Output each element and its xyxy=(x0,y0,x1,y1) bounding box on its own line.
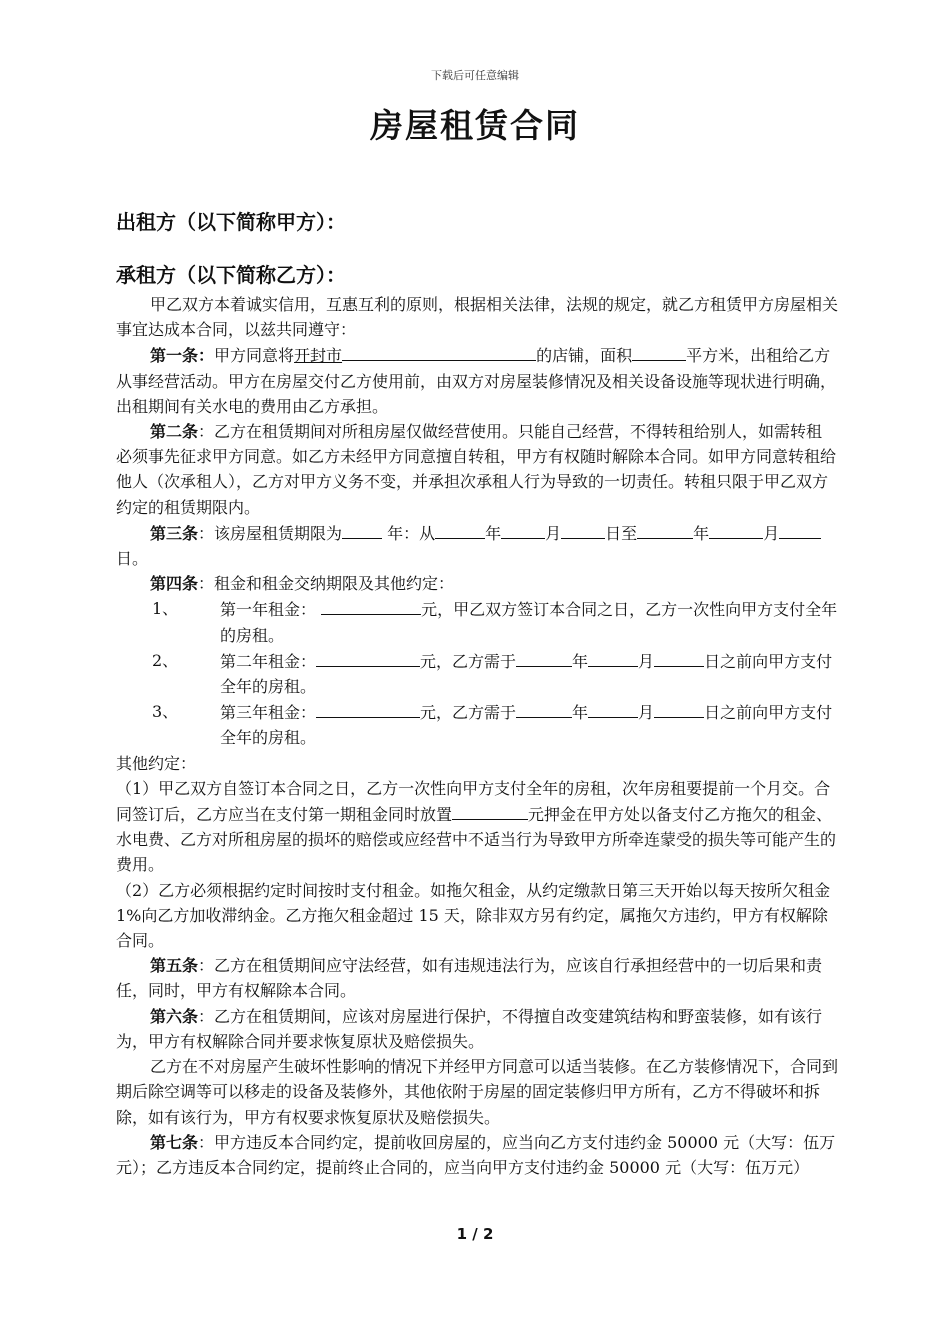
blank-start-year xyxy=(435,520,485,539)
contract-body xyxy=(116,292,838,1180)
article-3-label: 第三条 xyxy=(150,523,199,543)
article-6: 第六条：乙方在租赁期间，应该对房屋进行保护，不得擅自改变建筑结构和野蛮装修，如有该行为，甲方有权解除合同并要求恢复原状及赔偿损失。 xyxy=(116,1006,823,1051)
blank-rent-3-day xyxy=(654,699,704,718)
blank-rent-2-month xyxy=(588,648,638,667)
blank-rent-2-day xyxy=(654,648,704,667)
rent-item-3: 3、 第三年租金： 元，乙方需于 年 月 日之前向甲方支付全年的房租。 xyxy=(152,699,838,750)
article-6-continued: 乙方在不对房屋产生破坏性影响的情况下并经甲方同意可以适当装修。在乙方装修情况下，合同到期后除空调等可以移走的设备及装修外，其他依附于房屋的固定装修归甲方所有，乙方不得破坏和拆除，如有该行为，甲方有权要求恢复原状及赔偿损失。 xyxy=(116,1057,839,1127)
blank-rent-1 xyxy=(321,596,421,615)
article-2: 第二条：乙方在租赁期间对所租房屋仅做经营使用。只能自己经营，不得转租给别人，如需转租必须事先征求甲方同意。如乙方未经甲方同意擅自转租，甲方有权随时解除本合同。如甲方同意转租给他人（次承租人），乙方对甲方义务不变，并承担次承租人行为导致的一切责任。转租只限于甲乙双方约定的租赁期限内。 xyxy=(116,422,837,517)
blank-start-day xyxy=(561,520,605,539)
rent-item-2: 2、 第二年租金： 元，乙方需于 年 月 日之前向甲方支付全年的房租。 xyxy=(152,648,838,699)
article-1: 第一条：甲方同意将开封市 的店铺，面积 平方米，出租给乙方从事经营活动。甲方在房屋交付乙方使用前，由双方对房屋装修情况及相关设备设施等现状进行明确，出租期间有关水电的费用由乙方承担。 xyxy=(116,342,838,419)
blank-start-month xyxy=(501,520,545,539)
blank-area xyxy=(632,342,686,361)
article-1-label: 第一条 xyxy=(150,346,199,366)
lessor-heading: 出租方（以下简称甲方）： xyxy=(116,210,346,234)
article-7-label: 第七条 xyxy=(150,1132,199,1152)
article-5: 第五条：乙方在租赁期间应守法经营，如有违规违法行为，应该自行承担经营中的一切后果和责任，同时，甲方有权解除本合同。 xyxy=(116,956,823,1001)
blank-deposit xyxy=(452,801,528,820)
page-number: 1 / 2 xyxy=(456,1225,494,1243)
blank-rent-3 xyxy=(316,699,420,718)
blank-end-month-b xyxy=(749,520,763,539)
document-title: 房屋租赁合同 xyxy=(370,106,580,145)
blank-end-month-a xyxy=(709,520,749,539)
article-4-label: 第四条 xyxy=(150,574,199,594)
lessee-heading: 承租方（以下简称乙方）： xyxy=(116,263,346,287)
article-6-label: 第六条 xyxy=(150,1006,199,1026)
blank-end-year xyxy=(637,520,693,539)
other-terms-title: 其他约定： xyxy=(116,753,197,773)
rent-item-1: 1、 第一年租金： 元，甲乙双方签订本合同之日，乙方一次性向甲方支付全年的房租。 xyxy=(152,596,838,647)
intro-paragraph: 甲乙双方本着诚实信用，互惠互利的原则，根据相关法律，法规的规定，就乙方租赁甲方房屋相关事宜达成本合同，以兹共同遵守： xyxy=(116,295,839,340)
article-3: 第三条：该房屋租赁期限为 年：从 年 月 日至 年 月日。 xyxy=(116,520,838,571)
blank-address xyxy=(342,342,536,361)
other-term-1: （1）甲乙双方自签订本合同之日，乙方一次性向甲方支付全年的房租，次年房租要提前一个月交。合同签订后，乙方应当在支付第一期租金同时放置 元押金在甲方处以备支付乙方拖欠的租金、水电费、乙方对所租房屋的损坏的赔偿或应经营中不适当行为导致甲方所牵连蒙受的损失等可能产生的费用。 xyxy=(116,778,837,875)
blank-rent-3-year xyxy=(516,699,572,718)
blank-term xyxy=(342,520,382,539)
city-field: 开封市 xyxy=(294,346,343,366)
header-note: 下载后可任意编辑 xyxy=(431,69,519,82)
blank-end-day xyxy=(779,520,821,539)
blank-rent-2-year xyxy=(516,648,572,667)
article-7: 第七条：甲方违反本合同约定，提前收回房屋的，应当向乙方支付违约金 50000 元（大写：伍万元）；乙方违反本合同约定，提前终止合同的，应当向甲方支付违约金 50000 元（大写：伍万元） xyxy=(116,1132,836,1177)
blank-rent-2 xyxy=(316,648,420,667)
article-5-label: 第五条 xyxy=(150,956,199,976)
other-term-2: （2）乙方必须根据约定时间按时支付租金。如拖欠租金，从约定缴款日第三天开始以每天按所欠租金 1%向乙方加收滞纳金。乙方拖欠租金超过 15 天，除非双方另有约定，属拖欠方违约，甲方有权解除合同。 xyxy=(116,880,831,951)
article-4: 第四条：租金和租金交纳期限及其他约定： xyxy=(150,574,455,594)
blank-rent-3-month xyxy=(588,699,638,718)
article-2-label: 第二条 xyxy=(150,422,199,442)
